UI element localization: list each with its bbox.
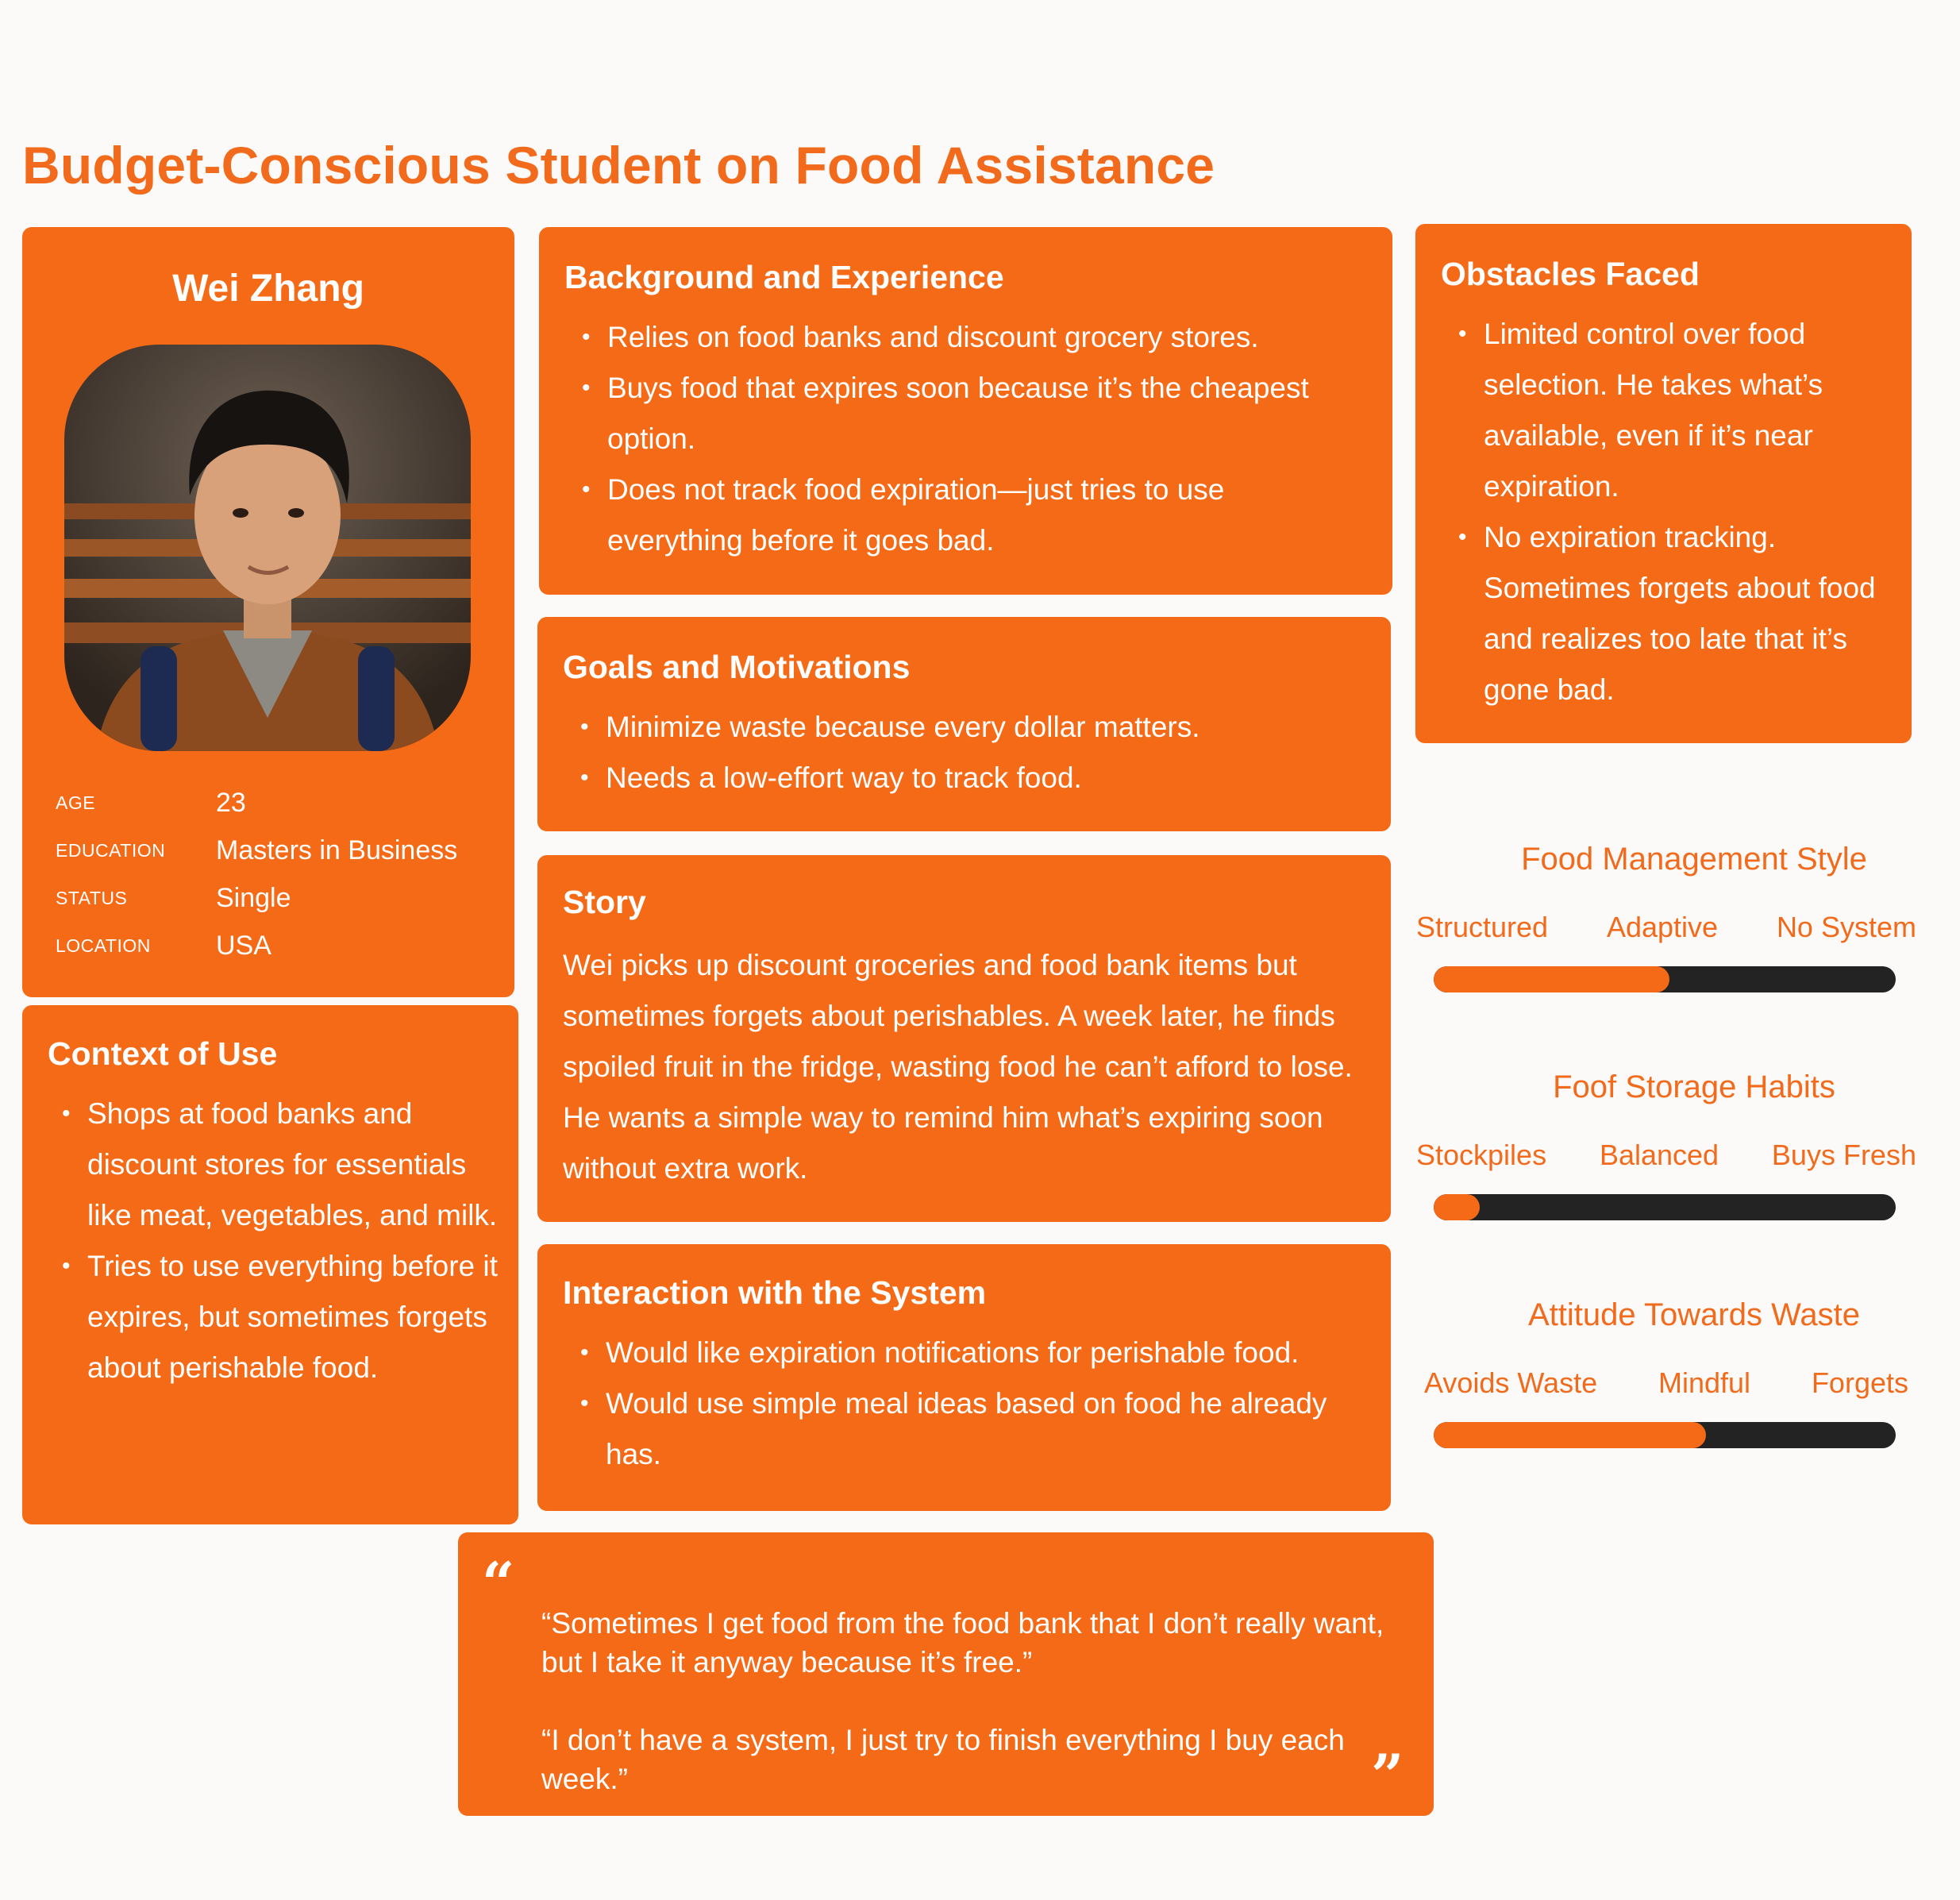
- list-item: • Tries to use everything before it expires, but sometimes forgets about perishable food.: [44, 1241, 499, 1393]
- list-item: • Limited control over food selection. He takes what’s available, even if it’s near expiration.: [1441, 309, 1888, 512]
- fact-value: 23: [216, 787, 246, 818]
- slider-title: Foof Storage Habits: [1553, 1069, 1835, 1104]
- persona-facts: [56, 779, 457, 969]
- quote-line: “I don’t have a system, I just try to finish everything I buy each week.”: [541, 1724, 1345, 1795]
- context-card: [22, 1005, 518, 1524]
- fact-education: [56, 827, 457, 874]
- list-item: • Buys food that expires soon because it’s the cheapest option.: [564, 363, 1361, 464]
- fact-value: Masters in Business: [216, 834, 458, 865]
- list-item: • Does not track food expiration—just tries to use everything before it goes bad.: [564, 464, 1361, 566]
- slider-track: [1434, 1422, 1896, 1448]
- persona-photo: [64, 345, 471, 751]
- slider-title: Food Management Style: [1521, 842, 1867, 877]
- quote-open-icon: “: [482, 1549, 515, 1617]
- fact-value: USA: [216, 930, 271, 961]
- quote-close-icon: ”: [1371, 1741, 1404, 1809]
- goals-title: Goals and Motivations: [563, 649, 911, 685]
- slider-storage-habits: [1416, 1069, 1916, 1220]
- interaction-card: [537, 1244, 1391, 1511]
- slider-fill: [1434, 966, 1669, 992]
- fact-age: [56, 779, 457, 827]
- fact-status: [56, 874, 457, 922]
- quote-card: [458, 1532, 1434, 1816]
- background-card: [539, 227, 1392, 595]
- slider-fill: [1434, 1194, 1480, 1220]
- slider-title: Attitude Towards Waste: [1528, 1297, 1860, 1332]
- context-list: [44, 1089, 499, 1393]
- story-card: [537, 855, 1391, 1222]
- slider-label-middle: Mindful: [1658, 1366, 1751, 1399]
- slider-labels: [1416, 1366, 1916, 1400]
- slider-label-right: Forgets: [1811, 1366, 1908, 1399]
- obstacles-list: [1441, 309, 1888, 715]
- story-text: Wei picks up discount groceries and food bank items but sometimes forgets about perishables. A week later, he finds spoiled fruit in the fridge, wasting food he can’t afford to lose. He wants a simple way to remind him what’s expiring soon without extra work.: [563, 949, 1353, 1185]
- fact-label: LOCATION: [56, 935, 151, 956]
- background-title: Background and Experience: [564, 259, 1004, 295]
- slider-label-left: Structured: [1416, 911, 1549, 943]
- slider-label-right: No System: [1776, 911, 1916, 943]
- list-item: • Minimize waste because every dollar matters.: [563, 702, 1359, 753]
- list-item: • Needs a low-effort way to track food.: [563, 753, 1359, 804]
- list-item: • Relies on food banks and discount grocery stores.: [564, 312, 1361, 363]
- page-title: Budget-Conscious Student on Food Assistance: [22, 136, 1215, 195]
- story-title: Story: [563, 884, 646, 920]
- slider-fill: [1434, 1422, 1706, 1448]
- list-item: • No expiration tracking. Sometimes forgets about food and realizes too late that it’s gone bad.: [1441, 512, 1888, 715]
- persona-name: Wei Zhang: [172, 268, 364, 310]
- quote-line: “Sometimes I get food from the food bank that I don’t really want, but I take it anyway because it’s free.”: [541, 1607, 1384, 1678]
- list-item: • Would like expiration notifications for perishable food.: [563, 1328, 1359, 1378]
- interaction-title: Interaction with the System: [563, 1274, 987, 1311]
- fact-label: EDUCATION: [56, 839, 166, 861]
- slider-label-right: Buys Fresh: [1771, 1139, 1916, 1171]
- quote-text: [541, 1604, 1399, 1837]
- slider-label-left: Stockpiles: [1416, 1139, 1547, 1171]
- profile-card: [22, 227, 514, 997]
- obstacles-card: [1415, 224, 1912, 743]
- fact-label: AGE: [56, 792, 96, 813]
- background-list: [564, 312, 1361, 566]
- slider-label-left: Avoids Waste: [1424, 1366, 1598, 1399]
- fact-location: [56, 922, 457, 969]
- slider-label-middle: Adaptive: [1606, 911, 1719, 943]
- slider-food-management: [1416, 842, 1916, 992]
- list-item: • Shops at food banks and discount stores for essentials like meat, vegetables, and milk.: [44, 1089, 499, 1241]
- slider-track: [1434, 1194, 1896, 1220]
- slider-waste-attitude: [1416, 1297, 1916, 1448]
- slider-labels: [1416, 1139, 1916, 1172]
- goals-card: [537, 617, 1391, 831]
- goals-list: [563, 702, 1359, 804]
- fact-value: Single: [216, 882, 291, 913]
- slider-label-middle: Balanced: [1599, 1139, 1719, 1171]
- list-item: • Would use simple meal ideas based on food he already has.: [563, 1378, 1359, 1480]
- context-title: Context of Use: [48, 1035, 278, 1072]
- fact-label: STATUS: [56, 887, 128, 908]
- slider-track: [1434, 966, 1896, 992]
- obstacles-title: Obstacles Faced: [1441, 256, 1700, 292]
- interaction-list: [563, 1328, 1359, 1480]
- slider-labels: [1416, 911, 1916, 944]
